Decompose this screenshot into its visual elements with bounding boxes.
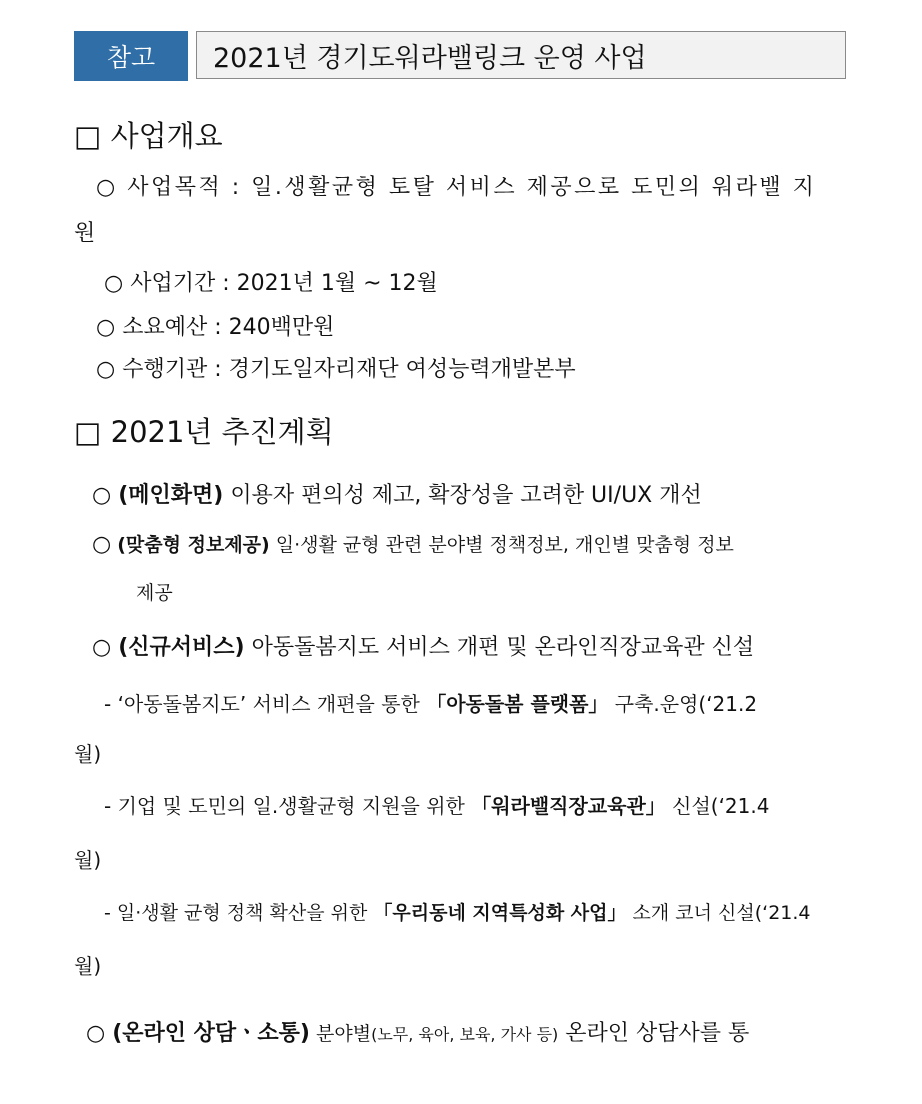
bullet-marker: ○ — [92, 483, 112, 508]
sub-item-text: - 일·생활 균형 정책 확산을 위한 — [104, 902, 374, 924]
online-consult-note: (노무, 육아, 보육, 가사 등) — [371, 1025, 559, 1044]
sub-item-text-end: 구축.운영(‘21.2 — [608, 692, 758, 716]
period-line: ○ 사업기간 : 2021년 1월 ~ 12월 — [104, 271, 438, 296]
custom-info-line2: 제공 — [136, 582, 173, 604]
online-consult-text: 분야별 — [310, 1023, 372, 1045]
sub-item-highlight: 「워라밸직장교육관」 — [471, 794, 666, 818]
new-service-item — [92, 630, 754, 661]
online-consult-label: (온라인 상담ㆍ소통) — [112, 1021, 310, 1046]
overview-heading: □ 사업개요 — [74, 119, 223, 153]
bullet-marker: ○ — [92, 635, 112, 660]
sub-item-local-line2: 월) — [74, 954, 102, 978]
main-screen-item — [92, 478, 702, 509]
plan-heading: □ 2021년 추진계획 — [74, 415, 334, 449]
new-service-text: 아동돌봄지도 서비스 개편 및 온라인직장교육관 신설 — [244, 635, 755, 660]
bullet-marker: ○ — [86, 1021, 106, 1046]
online-consult-item — [86, 1016, 749, 1047]
custom-info-item — [92, 530, 734, 557]
reference-tag: 참고 — [74, 31, 188, 81]
sub-item-workplace-line2: 월) — [74, 848, 102, 872]
agency-line: ○ 수행기관 : 경기도일자리재단 여성능력개발본부 — [96, 357, 576, 382]
budget-line: ○ 소요예산 : 240백만원 — [96, 315, 335, 340]
sub-item-local — [104, 898, 811, 925]
purpose-text — [96, 170, 848, 201]
purpose-text-line1: ○ 사업목적 : 일.생활균형 토탈 서비스 제공으로 도민의 워라밸 지 — [96, 175, 817, 200]
new-service-label: (신규서비스) — [118, 635, 245, 660]
sub-item-highlight: 「아동돌봄 플랫폼」 — [426, 692, 609, 716]
purpose-line — [96, 170, 848, 201]
document-title: 2021년 경기도워라밸링크 운영 사업 — [196, 31, 846, 79]
sub-item-childcare — [104, 688, 757, 717]
sub-item-highlight: 「우리동네 지역특성화 사업」 — [373, 902, 627, 924]
bullet-marker: ○ — [92, 532, 112, 557]
sub-item-text: - 기업 및 도민의 일.생활균형 지원을 위한 — [104, 794, 472, 818]
sub-item-childcare-line2: 월) — [74, 742, 102, 766]
sub-item-workplace — [104, 790, 769, 819]
main-screen-text: 이용자 편의성 제고, 확장성을 고려한 UI/UX 개선 — [223, 483, 702, 508]
custom-info-label: (맞춤형 정보제공) — [117, 534, 270, 556]
custom-info-text: 일·생활 균형 관련 분야별 정책정보, 개인별 맞춤형 정보 — [269, 534, 734, 556]
sub-item-text: - ‘아동돌봄지도’ 서비스 개편을 통한 — [104, 692, 427, 716]
sub-item-text-end: 소개 코너 신설(‘21.4 — [626, 902, 811, 924]
header — [74, 31, 848, 81]
purpose-text-line2: 원 — [74, 221, 96, 246]
online-consult-text-end: 온라인 상담사를 통 — [558, 1021, 750, 1046]
sub-item-text-end: 신설(‘21.4 — [665, 794, 770, 818]
main-screen-label: (메인화면) — [118, 483, 224, 508]
